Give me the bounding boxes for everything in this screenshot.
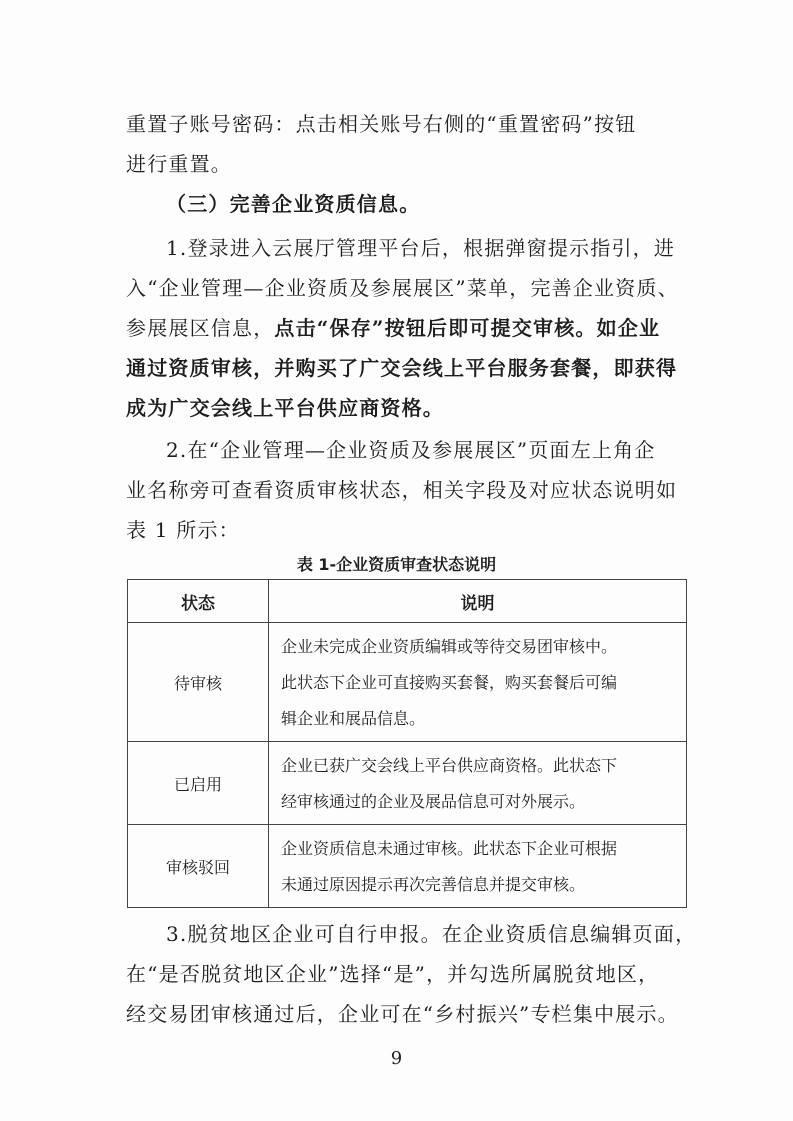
row-description xyxy=(269,623,687,742)
status-table xyxy=(127,579,687,908)
table-row xyxy=(128,623,687,742)
description-line: 未通过原因提示再次完善信息并提交审核。 xyxy=(281,875,586,894)
page-number: 9 xyxy=(390,1048,403,1069)
row-description xyxy=(269,825,687,908)
row-state: 审核驳回 xyxy=(128,825,269,908)
item2-line-1: 2.在“企业管理—企业资质及参展展区”页面左上角企 xyxy=(166,438,656,462)
row-description xyxy=(269,742,687,825)
description-line: 企业资质信息未通过审核。此状态下企业可根据 xyxy=(281,839,618,858)
header-description: 说明 xyxy=(269,580,687,623)
item3-line-2: 在“是否脱贫地区企业”选择“是”，并勾选所属脱贫地区， xyxy=(126,962,660,986)
table-header-row xyxy=(128,580,687,623)
item3-line-3: 经交易团审核通过后，企业可在“乡村振兴”专栏集中展示。 xyxy=(126,1002,679,1026)
header-state: 状态 xyxy=(128,580,269,623)
item1-line-3-plain: 参展展区信息， xyxy=(126,316,275,340)
item1-line-3-bold: 点击“保存”按钮后即可提交审核。如企业 xyxy=(274,316,661,340)
description-line: 辑企业和展品信息。 xyxy=(281,709,426,728)
description-line: 此状态下企业可直接购买套餐，购买套餐后可编 xyxy=(281,673,618,692)
reset-password-line-1: 重置子账号密码：点击相关账号右侧的“重置密码”按钮 xyxy=(126,112,637,136)
table-row xyxy=(128,742,687,825)
reset-password-line-2: 进行重置。 xyxy=(126,152,232,176)
table-caption: 表 1-企业资质审查状态说明 xyxy=(296,555,497,574)
row-state: 已启用 xyxy=(128,742,269,825)
item1-line-5: 成为广交会线上平台供应商资格。 xyxy=(126,396,444,420)
row-state: 待审核 xyxy=(128,623,269,742)
item2-line-3: 表 1 所示： xyxy=(126,518,240,542)
item2-line-2: 业名称旁可查看资质审核状态，相关字段及对应状态说明如 xyxy=(126,478,678,502)
item1-line-3 xyxy=(126,312,686,341)
item1-line-2: 入“企业管理—企业资质及参展展区”菜单，完善企业资质、 xyxy=(126,276,679,300)
item3-line-1: 3.脱贫地区企业可自行申报。在企业资质信息编辑页面， xyxy=(166,922,697,946)
table-row xyxy=(128,825,687,908)
section-heading: （三）完善企业资质信息。 xyxy=(166,192,421,216)
description-line: 经审核通过的企业及展品信息可对外展示。 xyxy=(281,792,586,811)
description-line: 企业未完成企业资质编辑或等待交易团审核中。 xyxy=(281,637,618,656)
item1-line-1: 1.登录进入云展厅管理平台后，根据弹窗提示指引，进 xyxy=(166,236,676,260)
item1-line-4: 通过资质审核，并购买了广交会线上平台服务套餐，即获得 xyxy=(126,356,678,380)
description-line: 企业已获广交会线上平台供应商资格。此状态下 xyxy=(281,756,618,775)
